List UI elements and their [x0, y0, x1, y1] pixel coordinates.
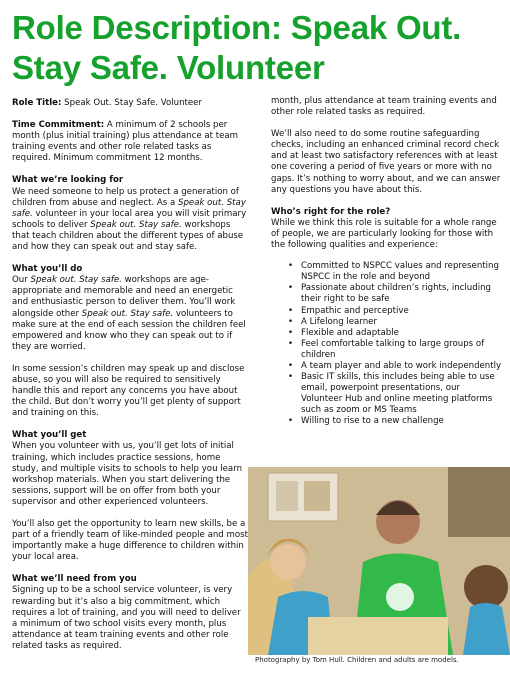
list-item: • Empathic and perceptive — [301, 306, 503, 317]
do-paragraph-2: In some session’s children may speak up and disclose abuse, so you will also be required to sensitively handle this and report any concerns you have about the child. But don’t worry you’ll get plenty of support and training on this. — [12, 363, 245, 419]
list-item: • Flexible and adaptable — [301, 328, 503, 339]
need-paragraph-1-cont: month, plus attendance at team training events and other role related tasks as required. — [271, 96, 497, 118]
do-text-1: Our — [12, 275, 31, 286]
need-heading: What we’ll need from you — [12, 574, 137, 585]
need-paragraph-1: Signing up to be a school service volunteer, is very rewarding but it’s also a big commitment, which requires a lot of training, and you will need to deliver a minimum of two school visits every month, plus attendance at team training events and other role related tasks as required. — [12, 585, 241, 651]
do-em-2: Speak out. Stay safe. — [81, 308, 174, 319]
get-paragraph-2: You’ll also get the opportunity to learn new skills, be a part of a friendly team of like-minded people and most importantly make a huge difference to children within your local area. — [12, 519, 248, 563]
list-item: • Basic IT skills, this includes being able to use email, powerpoint presentations, our Volunteer Hub and online meeting platforms such as zoom or MS Teams — [301, 372, 503, 416]
looking-text-3: workshops that teach children about the different types of abuse and how they can speak out and stay safe. — [12, 219, 244, 253]
right-column — [271, 96, 503, 428]
list-item: • Willing to rise to a new challenge — [301, 416, 503, 427]
time-commitment-label: Time Commitment: — [12, 120, 105, 131]
looking-em-1: Speak out. Stay safe. — [12, 197, 246, 219]
do-heading: What you’ll do — [12, 264, 83, 275]
left-column — [12, 98, 248, 651]
do-em-1: Speak out. Stay safe. — [30, 275, 122, 286]
list-item: • Passionate about children’s rights, including their right to be safe — [301, 283, 503, 305]
right-heading: Who’s right for the role? — [271, 206, 391, 217]
list-item: • Committed to NSPCC values and representing NSPCC in the role and beyond — [301, 261, 503, 283]
do-paragraph-1 — [12, 275, 248, 353]
classroom-photo — [248, 467, 510, 655]
get-paragraph-1: When you volunteer with us, you’ll get lots of initial training, which includes practice sessions, home study, and multiple visits to schools to help you learn workshop materials. When you start delivering the sessions, support will be on offer from both your supervisor and other experienced volunteers. — [12, 441, 243, 507]
looking-text-2: volunteer in your local area you will visit primary schools to deliver — [12, 208, 247, 230]
get-heading: What you’ll get — [12, 430, 87, 441]
right-intro: While we think this role is suitable for a whole range of people, we are particularly looking for those with the following qualities and experience: — [271, 217, 497, 251]
time-commitment — [12, 120, 248, 164]
classroom-illustration — [248, 467, 510, 655]
looking-text-1: We need someone to help us protect a generation of children from abuse and neglect. As a — [12, 186, 239, 208]
role-title — [12, 98, 248, 109]
time-commitment-value: A minimum of 2 schools per month (plus initial training) plus attendance at team training events and other role related tasks as required. Minimum commitment 12 months. — [12, 120, 239, 164]
looking-heading: What we’re looking for — [12, 175, 124, 186]
list-item: • A team player and able to work independently — [301, 361, 503, 372]
role-title-label: Role Title: — [12, 98, 62, 108]
need-paragraph-2: We’ll also need to do some routine safeguarding checks, including an enhanced criminal record check and at least two satisfactory references with at least one covering a period of five years or more with no gaps. It’s nothing to worry about, and we can answer any questions you have about this. — [271, 129, 501, 195]
qualities-list — [271, 261, 503, 427]
role-title-value: Speak Out. Stay Safe. Volunteer — [61, 98, 203, 108]
do-text-2: workshops are age-appropriate and memorable and need an energetic and enthusiastic person to deliver them. You’ll work alongside other — [12, 275, 236, 319]
looking-paragraph — [12, 187, 248, 254]
page-title: Role Description: Speak Out. Stay Safe. Volunteer — [12, 9, 462, 86]
looking-em-2: Speak out. Stay safe. — [90, 219, 182, 230]
do-text-3: volunteers to make sure at the end of each session the children feel empowered and know who they can speak out to if they are worried. — [12, 308, 246, 352]
list-item: • A Lifelong learner — [301, 317, 503, 328]
list-item: • Feel comfortable talking to large groups of children — [301, 339, 503, 361]
photo-caption: Photography by Tom Hull. Children and adults are models. — [255, 656, 459, 664]
